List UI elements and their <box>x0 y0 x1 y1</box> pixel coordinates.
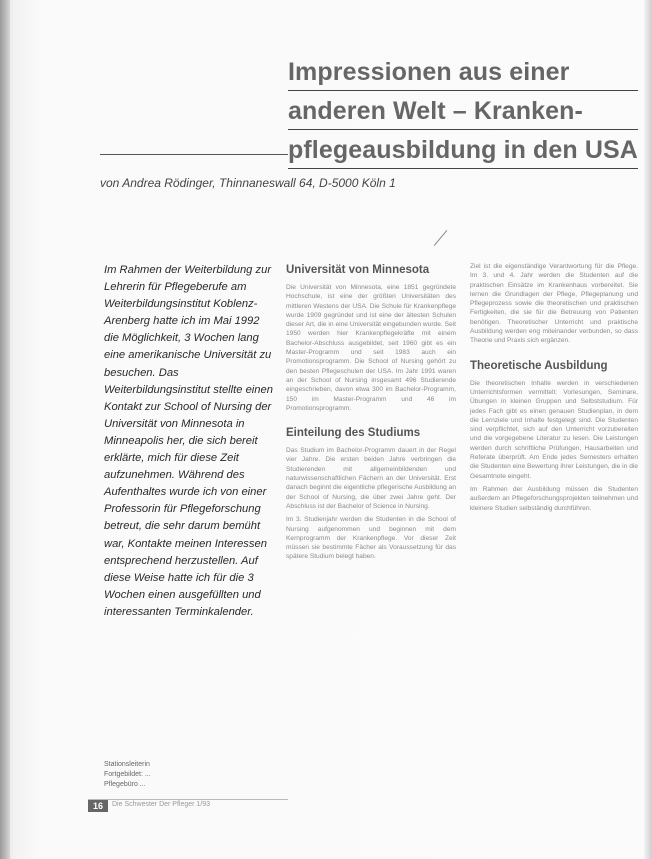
footer-caption: Die Schwester Der Pfleger 1/93 <box>112 801 211 808</box>
section-heading-einteilung: Einteilung des Studiums <box>286 427 421 440</box>
section-heading-theoretische-ausbildung: Theoretische Ausbildung <box>470 359 608 372</box>
body-paragraph: Ziel ist die eigenständige Verantwortung für die Pflege. Im 3. und 4. Jahr werden die Studenten auf die praktischen Einsätze im Krankenhaus vorbereitet. Sie lernen die Grundlagen der Pflege, Pflegeplanung und Pflegeprozess sowie die theoretischen und praktischen Fertigkeiten, die sie für die Betreuung von Patienten benötigen. Theoretischer Unterricht und praktische Ausbildung werden eng miteinander verbunden, so dass Theorie und Praxis sich ergänzen. <box>470 263 638 345</box>
column-2 <box>286 264 456 566</box>
lead-paragraph: Im Rahmen der Weiterbildung zur Lehrerin für Pflegeberufe am Weiterbildungsinstitut Koblenz-Arenberg hatte ich im Mai 1992 die Möglichkeit, 3 Wochen lang eine amerikanische Universität zu besuchen. Das Weiterbildungsinstitut stellte einen Kontakt zur School of Nursing der Universität von Minnesota in Minneapolis her, die sich bereit erklärte, mich für diese Zeit aufzunehmen. Während des Aufenthaltes wurde ich von einer Professorin für Pflegeforschung betreut, die sehr darum bemüht war, Kontakte meinen Interessen entsprechend herzustellen. Auf diese Weise hatte ich für die 3 Wochen einen ausgefüllten und interessanten Terminkalender. <box>104 264 273 618</box>
column-3 <box>470 262 638 517</box>
title-line-1: Impressionen aus einer <box>288 52 638 91</box>
article-title <box>288 52 638 169</box>
body-paragraph: Die Universität von Minnesota, eine 1851 gegründete Hochschule, ist eine der größten Universitäten des mittleren Westens der USA. Die Schule für Krankenpflege wurde 1909 gegründet und ist eine der ältesten Schulen dieser Art, die in eine Universität eingebunden wurde. Seit 1950 werden hier Krankenpflegekräfte mit einem Bachelor-Abschluss ausgebildet, seit 1960 gibt es ein Master-Programm und seit 1983 auch ein Promotionsprogramm. Die School of Nursing gehört zu den besten Pflegeschulen der USA. Im Jahr 1991 waren an der School of Nursing insgesamt 496 Studierende eingeschrieben, davon etwa 300 im Bachelor-Programm, 150 im Master-Programm und 46 im Promotionsprogramm. <box>286 284 456 412</box>
section-heading-universitaet: Universität von Minnesota <box>286 264 430 276</box>
author-byline: von Andrea Rödinger, Thinnaneswall 64, D-5000 Köln 1 <box>100 176 396 190</box>
author-note-line: Stationsleiterin <box>104 761 150 768</box>
title-line-3: pflegeausbildung in den USA <box>288 130 638 169</box>
page-number: 16 <box>88 800 108 812</box>
body-paragraph: Im 3. Studienjahr werden die Studenten in die School of Nursing aufgenommen und beginnen mit dem Kernprogramm der Krankenpflege. Vor dieser Zeit müssen sie bestimmte Fächer als Voraussetzung für das spätere Studium belegt haben. <box>286 516 456 561</box>
page-edge <box>644 0 652 859</box>
body-paragraph: Die theoretischen Inhalte werden in verschiedenen Unterrichtsformen vermittelt: Vorlesungen, Seminare, Übungen in kleinen Gruppen und Selbststudium. Für jedes Fach gibt es einen genauen Studienplan, in dem die Lernziele und Inhalte festgelegt sind. Die Studenten sind verpflichtet, sich auf den Unterricht vorzubereiten und die vorgegebene Literatur zu lesen. Die Leistungen werden durch schriftliche Prüfungen, Hausarbeiten und Referate überprüft. Am Ende jedes Semesters erhalten die Studenten eine Bewertung ihrer Leistungen, die in die Gesamtnote eingeht. <box>470 379 638 480</box>
author-note-line: Fortgebildet: ... <box>104 771 151 778</box>
author-note <box>104 760 254 790</box>
author-note-line: Pflegebüro ... <box>104 781 146 788</box>
title-rule <box>100 154 288 155</box>
body-paragraph: Das Studium im Bachelor-Programm dauert in der Regel vier Jahre. Die ersten beiden Jahre verbringen die Studierenden mit allgemeinbildenden und naturwissenschaftlichen Fächern an der Universität. Erst danach beginnt die eigentliche pflegerische Ausbildung an der School of Nursing, die über zwei Jahre geht. Der Abschluss ist der Bachelor of Science in Nursing. <box>286 447 456 510</box>
body-paragraph: Im Rahmen der Ausbildung müssen die Studenten außerdem an Pflegeforschungsprojekten teilnehmen und kleinere Studien selbständig durchführen. <box>470 485 638 512</box>
binding-shadow <box>0 0 10 859</box>
title-line-2: anderen Welt – Kranken- <box>288 91 638 130</box>
